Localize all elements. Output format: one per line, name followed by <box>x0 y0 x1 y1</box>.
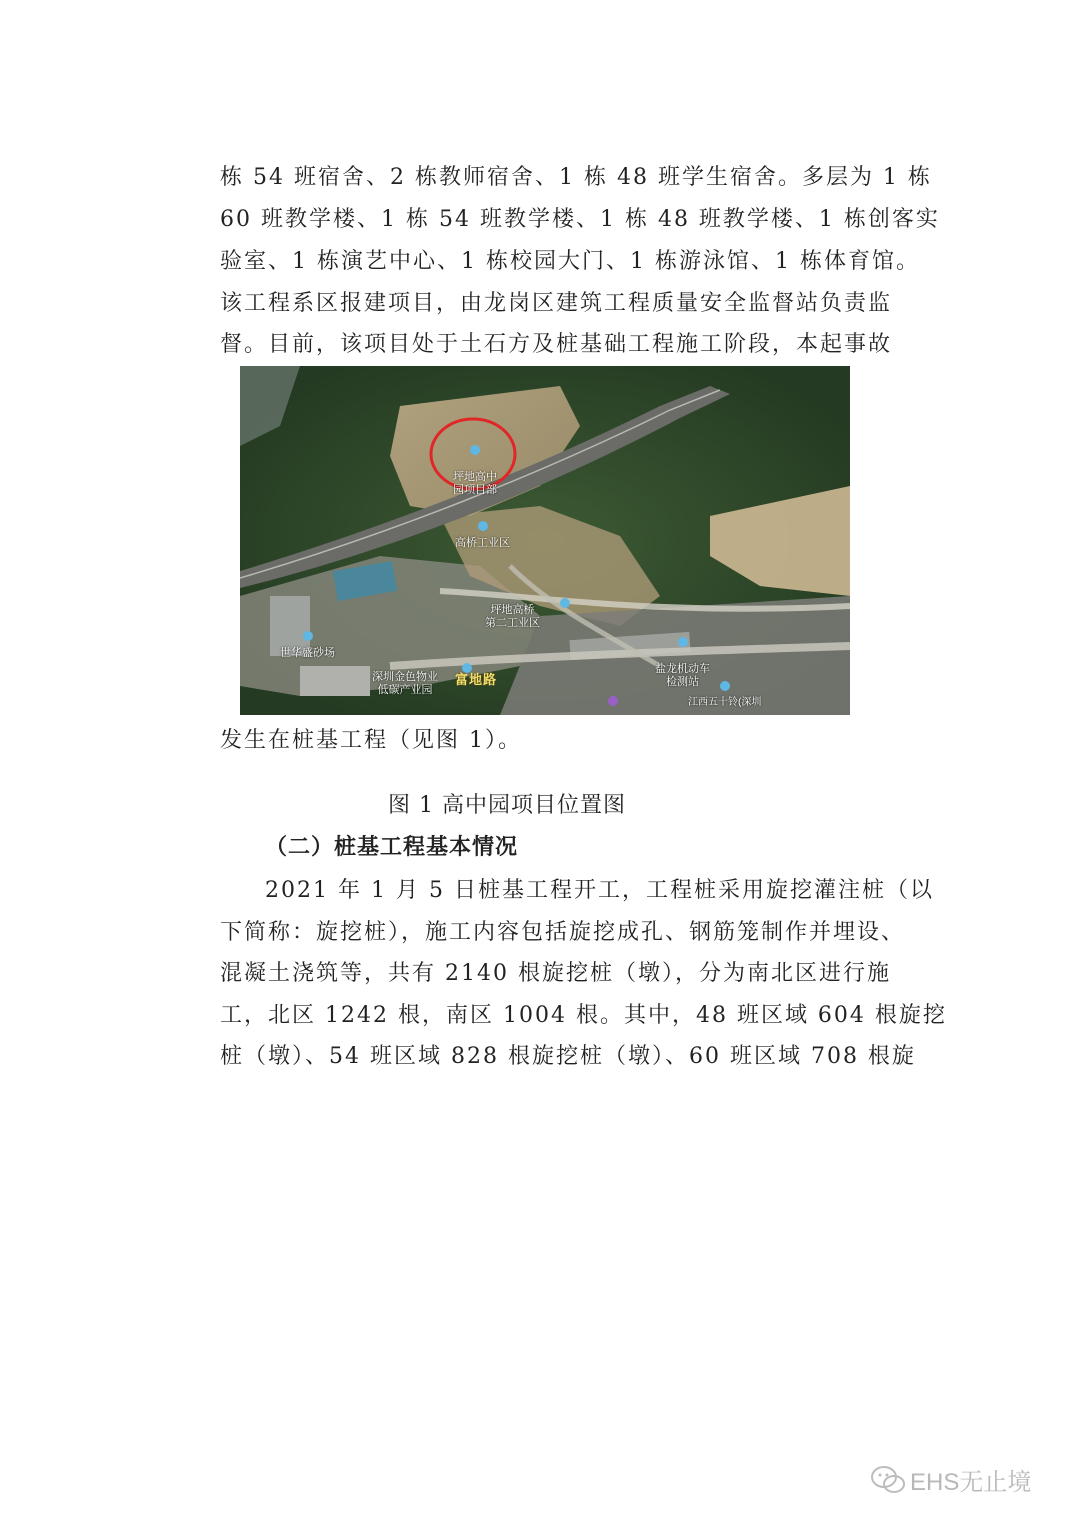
satellite-map-image <box>240 366 850 715</box>
map-label-project <box>445 432 505 497</box>
body-text-line: 60 班教学楼、1 栋 54 班教学楼、1 栋 48 班教学楼、1 栋创客实 <box>220 207 940 232</box>
section-heading: （二）桩基工程基本情况 <box>265 835 519 860</box>
map-label-bottom <box>688 681 761 708</box>
map-label-gaoqiao2 <box>485 591 540 630</box>
body-text-line: 混凝土浇筑等，共有 2140 根旋挖桩（墩），分为南北区进行施 <box>220 961 891 986</box>
map-label-yanlong <box>655 624 710 689</box>
map-pin-icon <box>470 445 480 455</box>
satellite-map-figure <box>240 366 850 715</box>
figure-caption: 图 1 高中园项目位置图 <box>388 793 626 818</box>
map-road-label: 富地路 <box>455 672 498 687</box>
map-label-gaoqiao2-text: 坪地高桥 第二工业区 <box>485 604 540 629</box>
body-text-line: 督。目前，该项目处于土石方及桩基础工程施工阶段，本起事故 <box>220 332 893 357</box>
map-pin-icon <box>560 598 570 608</box>
map-label-jinse-text: 深圳金色物业 低碳产业园 <box>372 671 438 696</box>
body-text-line: 发生在桩基工程（见图 1）。 <box>220 728 522 753</box>
map-pin-icon <box>678 637 688 647</box>
watermark-text: EHS无止境 <box>910 1469 1032 1496</box>
map-label-project-text: 坪地高中 园项目部 <box>453 471 497 496</box>
map-label-gaoqiao-text: 高桥工业区 <box>455 537 510 549</box>
wechat-icon <box>870 1465 906 1495</box>
map-pin-icon <box>478 521 488 531</box>
map-pin-icon <box>720 681 730 691</box>
watermark <box>870 1462 1031 1497</box>
body-text-line: 该工程系区报建项目，由龙岗区建筑工程质量安全监督站负责监 <box>220 291 893 316</box>
body-text-line: 2021 年 1 月 5 日桩基工程开工，工程桩采用旋挖灌注桩（以 <box>265 878 934 903</box>
body-text-line: 验室、1 栋演艺中心、1 栋校园大门、1 栋游泳馆、1 栋体育馆。 <box>220 249 920 274</box>
map-label-yanlong-text: 盐龙机动车 检测站 <box>655 663 710 688</box>
body-text-line: 下简称：旋挖桩），施工内容包括旋挖成孔、钢筋笼制作并埋设、 <box>220 920 906 945</box>
map-label-gaoqiao <box>455 521 510 550</box>
map-pin-icon <box>303 631 313 641</box>
map-label-shihua-text: 世华盛砂场 <box>280 647 335 659</box>
map-label-shihua <box>280 631 335 660</box>
body-text-line: 桩（墩）、54 班区域 828 根旋挖桩（墩）、60 班区域 708 根旋 <box>220 1044 916 1069</box>
body-text-line: 工，北区 1242 根，南区 1004 根。其中，48 班区域 604 根旋挖 <box>220 1003 947 1028</box>
map-label-jinse <box>372 658 438 697</box>
map-label-bottom-text: 江西五十铃(深圳 <box>688 697 762 708</box>
map-pin-icon <box>608 696 618 706</box>
body-text-line: 栋 54 班宿舍、2 栋教师宿舍、1 栋 48 班学生宿舍。多层为 1 栋 <box>220 165 932 190</box>
